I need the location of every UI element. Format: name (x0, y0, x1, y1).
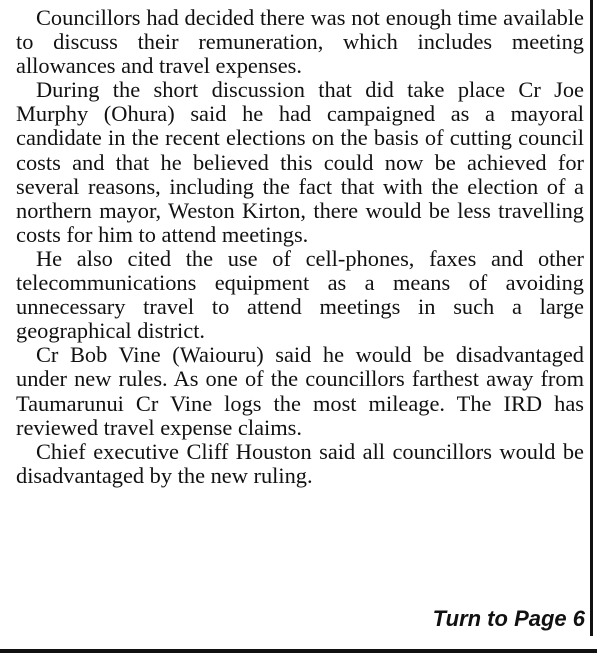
paragraph-5: Chief executive Cliff Houston said all councillors would be disadvantaged by the new ruling. (16, 438, 584, 488)
paragraph-4: Cr Bob Vine (Waiouru) said he would be disadvantaged under new rules. As one of the councillors farthest away from Taumarunui Cr Vine logs the most mileage. The IRD has reviewed travel expense claims. (16, 342, 584, 440)
paragraph-1: Councillors had decided there was not enough time available to discuss their remuneration, which includes meeting allowances and travel expenses. (16, 5, 584, 79)
continued-on-page-label: Turn to Page 6 (432, 606, 585, 631)
paragraph-3: He also cited the use of cell-phones, faxes and other telecommunications equipment as a means of avoiding unnecessary travel to attend meetings in such a large geographical district. (16, 245, 584, 344)
paragraph-2: During the short discussion that did take place Cr Joe Murphy (Ohura) said he had campaigned as a mayoral candidate in the recent elections on the basis of cutting council costs and that he believed this could now be achieved for several reasons, including the fact that with the election of a northern mayor, Weston Kirton, there would be less travelling costs for him to attend meetings. (16, 77, 584, 247)
article-body (16, 6, 584, 488)
bottom-rule-divider (0, 649, 597, 653)
